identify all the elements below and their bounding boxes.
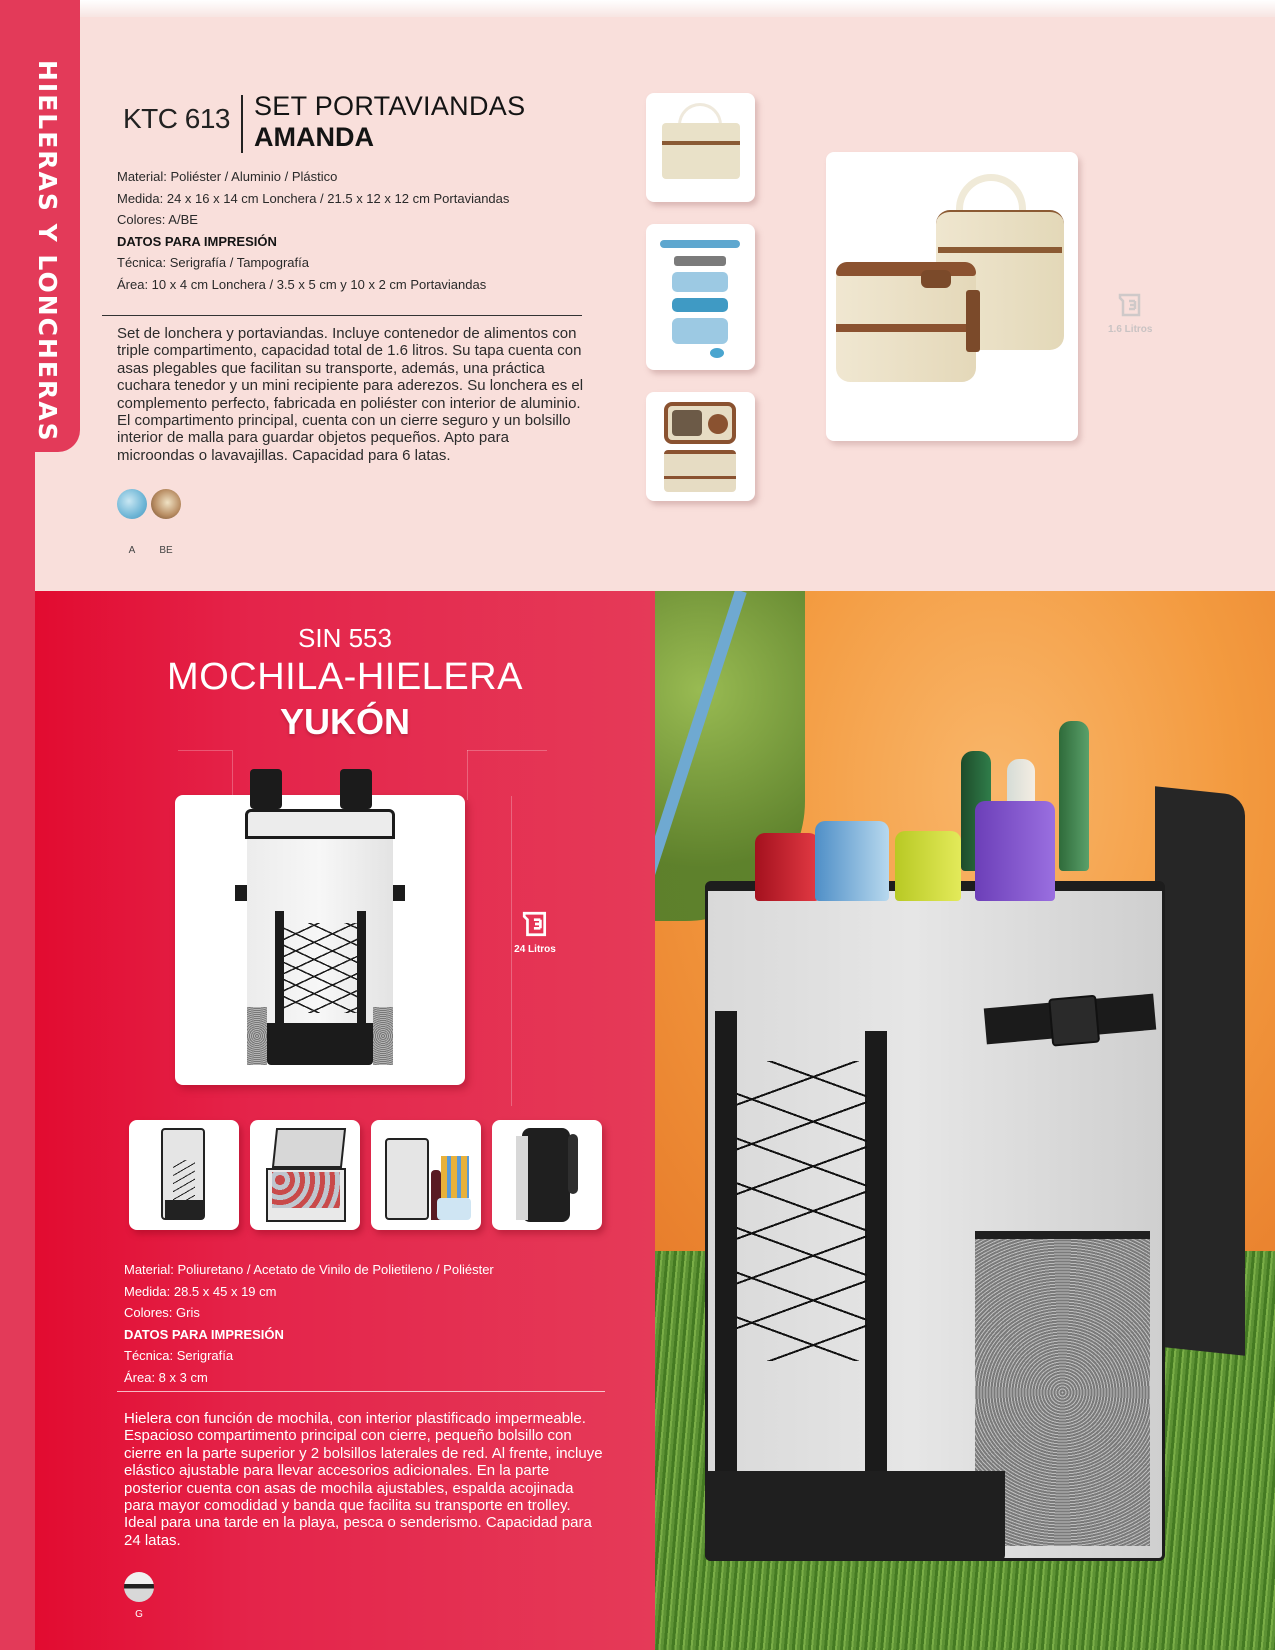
- product-title-line1: SET PORTAVIANDAS: [254, 91, 526, 121]
- swatch-label-a: A: [128, 545, 136, 556]
- title-divider: [241, 95, 243, 153]
- spec-list: [124, 1259, 494, 1388]
- spec-area: Área: 8 x 3 cm: [124, 1369, 208, 1385]
- measuring-cup-icon: [520, 910, 550, 938]
- can-lime: [895, 831, 961, 901]
- decorative-line: [467, 750, 547, 751]
- color-swatch-be[interactable]: [151, 489, 181, 519]
- category-tab: [0, 0, 80, 452]
- category-label: HIELERAS Y LONCHERAS: [33, 60, 62, 443]
- thumbnail-backpack-back[interactable]: [492, 1120, 602, 1230]
- print-data-heading: DATOS PARA IMPRESIÓN: [117, 233, 277, 249]
- spec-list: [117, 166, 509, 295]
- can-red: [755, 833, 819, 901]
- thumbnail-lunchbox-top-side[interactable]: [646, 392, 755, 501]
- decorative-line: [467, 750, 468, 800]
- spec-colores: Colores: A/BE: [117, 212, 198, 227]
- thumbnail-lunchbox-exploded[interactable]: [646, 224, 755, 370]
- can-purple: [975, 801, 1055, 901]
- hero-image-backpack-cooler: [175, 795, 465, 1085]
- product-code: SIN 553: [298, 623, 392, 653]
- product-description: Set de lonchera y portaviandas. Incluye contenedor de alimentos con triple compartimento, capacidad total de 1.6 litros. Su tapa cuenta con asas plegables que facilitan su transporte, además, una práctica cuchara tenedor y un mini recipiente para aderezos. Su lonchera es el complemento perfecto, fabricada en poliéster con interior de aluminio. El compartimento principal, cuenta con un cierre seguro y un bolsillo interior de malla para guardar objetos pequeños. Apto para microondas o lavavajillas. Capacidad para 6 latas.: [117, 325, 584, 464]
- front-strap: [715, 1011, 737, 1471]
- spec-material: Material: Poliéster / Aluminio / Plástico: [117, 169, 338, 184]
- spec-divider: [117, 1391, 605, 1392]
- capacity-label: 24 Litros: [514, 944, 556, 955]
- spec-tecnica: Técnica: Serigrafía: [124, 1348, 234, 1363]
- product-title-line1: MOCHILA-HIELERA: [167, 656, 523, 698]
- spec-colores: Colores: Gris: [124, 1305, 200, 1320]
- can-blue: [815, 821, 889, 901]
- spec-medida: Medida: 28.5 x 45 x 19 cm: [124, 1283, 277, 1299]
- product-description: Hielera con función de mochila, con interior plastificado impermeable. Espacioso compartimento principal con cierre, pequeño bolsillo con cierre en la parte superior y 2 bolsillos laterales de red. Al frente, incluye elástico ajustable para llevar accesorios adicionales. En la parte posterior cuenta con asas de mochila ajustables, espalda acojinada para mayor comodidad y banda que facilita su transporte en trolley. Ideal para una tarde en la playa, pesca o senderismo. Capacidad para 24 latas.: [124, 1410, 603, 1549]
- swatch-label-be: BE: [159, 545, 173, 556]
- bungee-cord: [737, 1061, 867, 1361]
- measuring-cup-icon: [1117, 292, 1143, 318]
- product-title-line2: AMANDA: [254, 122, 374, 152]
- product-section-ktc613: [35, 17, 1275, 591]
- product-title-line2: YUKÓN: [279, 701, 410, 742]
- decorative-line: [232, 750, 233, 800]
- bag-base: [705, 1471, 1005, 1561]
- thumbnail-lunch-bag[interactable]: [646, 93, 755, 202]
- hero-image-lunch-set: [826, 152, 1078, 441]
- color-swatch-a[interactable]: [117, 489, 147, 519]
- bottle: [1059, 721, 1089, 871]
- front-strap: [865, 1031, 887, 1471]
- thumbnail-backpack-with-drinks[interactable]: [371, 1120, 481, 1230]
- print-data-heading: DATOS PARA IMPRESIÓN: [124, 1326, 284, 1342]
- spec-medida: Medida: 24 x 16 x 14 cm Lonchera / 21.5 x 12 x 12 cm Portaviandas: [117, 190, 510, 206]
- decorative-line: [178, 750, 232, 751]
- capacity-label: 1.6 Litros: [1108, 324, 1153, 335]
- spec-area: Área: 10 x 4 cm Lonchera / 3.5 x 5 cm y 10 x 2 cm Portaviandas: [117, 276, 487, 292]
- capacity-indicator: [500, 910, 570, 955]
- drinks-in-cooler: [725, 751, 1145, 901]
- thumbnail-backpack-angle[interactable]: [129, 1120, 239, 1230]
- capacity-indicator: [1108, 292, 1152, 335]
- spec-material: Material: Poliuretano / Acetato de Vinilo de Polietileno / Poliéster: [124, 1262, 494, 1277]
- spec-divider: [102, 315, 582, 316]
- spec-tecnica: Técnica: Serigrafía / Tampografía: [117, 255, 309, 270]
- color-swatch-g[interactable]: [124, 1572, 154, 1602]
- product-code: KTC 613: [123, 103, 230, 134]
- lifestyle-photo-backpack-cooler: [655, 591, 1275, 1650]
- thumbnail-backpack-open-cans[interactable]: [250, 1120, 360, 1230]
- swatch-label-g: G: [135, 1609, 143, 1620]
- bag-lid-flap: [1155, 786, 1245, 1355]
